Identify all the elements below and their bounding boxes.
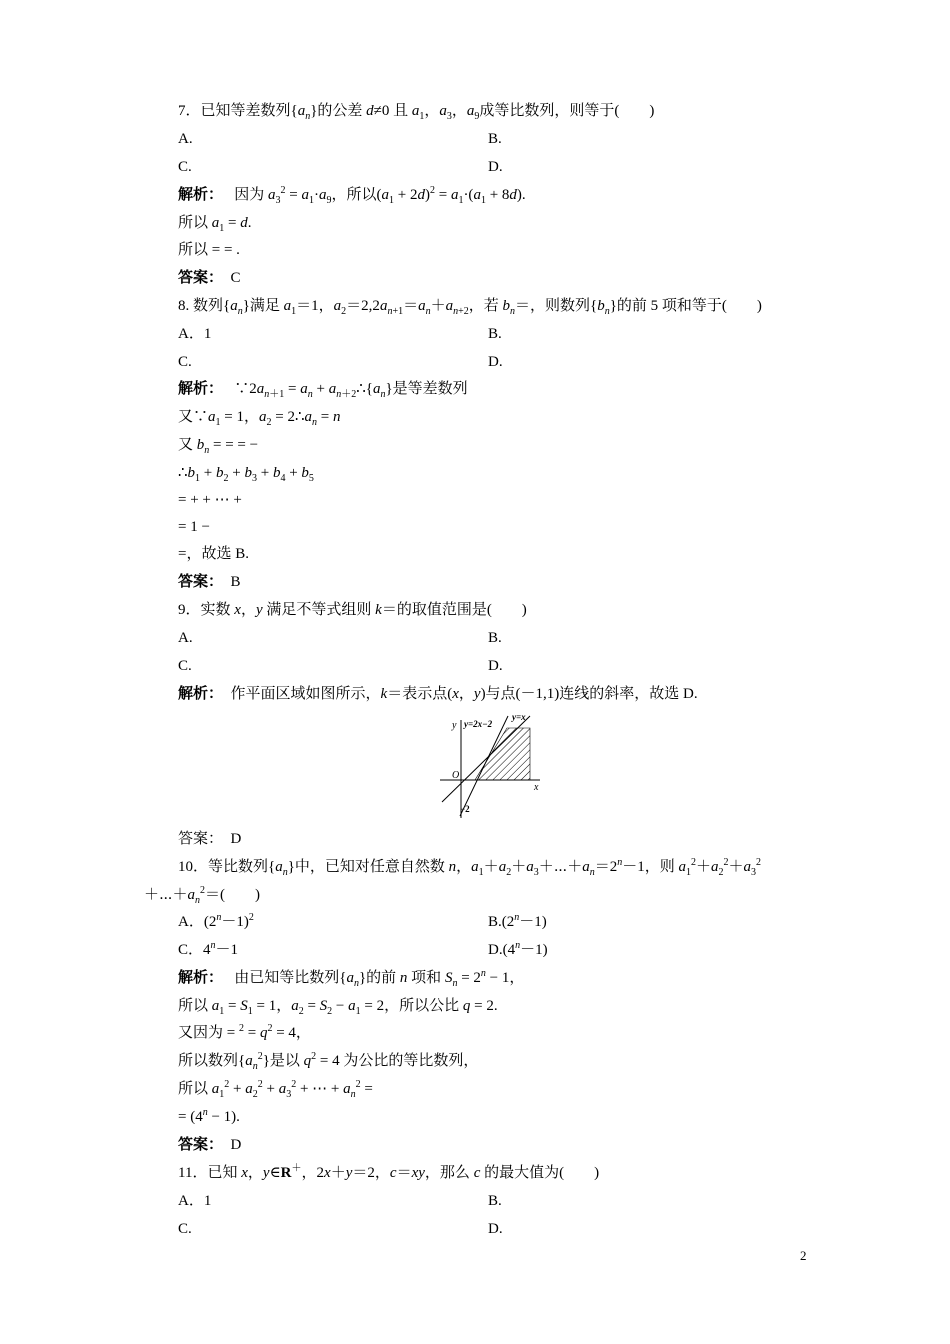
text-line: 又 $b_n$ = = = − — [178, 437, 259, 456]
text-line: 7．已知等差数列$\{a_n\}$的公差 d≠0 且 $a_1$，$a_3$，$a_9$成等比数列，则等于( ) — [178, 103, 655, 122]
text-line: C. — [178, 159, 192, 175]
origin-label: O — [452, 770, 460, 781]
line-label-2x-minus-2: y=2x−2 — [464, 719, 493, 729]
text-line: $D.(4^n-1)$ — [488, 940, 548, 958]
text-line: C. — [178, 658, 192, 674]
line-label-y-eq-x: y=x — [512, 712, 526, 722]
minus-two-label: −2 — [460, 804, 470, 814]
text-line: 解析： 作平面区域如图所示，k＝表示点(x，y)与点(－1,1)连线的斜率，故选 D. — [178, 686, 698, 702]
text-line: = $(4^n - 1)$. — [178, 1107, 240, 1125]
feasible-region-figure — [430, 708, 550, 820]
text-line: D. — [488, 658, 503, 674]
text-line: A. — [178, 131, 193, 147]
text-line: B. — [488, 131, 502, 147]
text-line: $B.(2^n-1)$ — [488, 912, 547, 930]
text-line: 所以 = = . — [178, 242, 240, 258]
text-line: B. — [488, 326, 502, 342]
page-number: 2 — [800, 1248, 807, 1263]
text-line: 所以数列$\{a_n^2\}$是以 $q^2 = 4$ 为公比的等比数列， — [178, 1051, 479, 1072]
text-line: 答案： C — [178, 270, 241, 286]
text-line: 解析： $\because 2a_{n+1} = a_n$ + $a_{n+2}\therefore\{a_n\}$是等差数列 — [178, 381, 468, 400]
text-line: = + + ⋯ + — [178, 492, 242, 508]
text-line: 所以 $a_1 = d$. — [178, 215, 252, 234]
text-line: = 1 − — [178, 519, 210, 535]
text-line: 解析： 因为 $a_3^2 = a_1\cdot a_9$，所以$(a_1 + 2d)^2 = a_1\cdot(a_1 + 8d)$. — [178, 185, 526, 206]
text-line: C. — [178, 354, 192, 370]
shaded-region — [475, 728, 530, 780]
text-line: A．1 — [178, 1193, 212, 1209]
text-line: B. — [488, 1193, 502, 1209]
text-line: $+\cdots+a_n^2=$( ) — [144, 885, 261, 906]
text-line: 9．实数 x，y 满足不等式组则 k＝的取值范围是( ) — [178, 602, 527, 618]
text-line: =，故选 B. — [178, 546, 249, 562]
text-line: C．$4^n-1$ — [178, 940, 239, 958]
text-line: 10．等比数列$\{a_n\}$中，已知对任意自然数 n，$a_1+a_2+a_3+\cdots+a_n=2^n-1$，则 $a_1^2+a_2^2+a_3^2$ — [178, 857, 762, 878]
text-line: 又$\because a_1 = 1$，$a_2$ = $2\therefore a_n = n$ — [178, 409, 341, 428]
text-line: D. — [488, 354, 503, 370]
text-line: D. — [488, 1221, 503, 1237]
y-axis-label: y — [452, 720, 457, 731]
text-line: A．1 — [178, 326, 212, 342]
text-line: 答案： B — [178, 574, 241, 590]
text-line: A．$(2^n-1)^2$ — [178, 912, 254, 930]
text-line: D. — [488, 159, 503, 175]
x-axis-label: x — [534, 782, 539, 793]
text-line: 解析： 由已知等比数列$\{a_n\}$的前 n 项和 $S_n = 2^n - 1$， — [178, 968, 525, 989]
text-line: $\therefore b_1 + b_2 + b_3 + b_4 + b_5$ — [178, 465, 314, 484]
text-line: A. — [178, 630, 193, 646]
text-line: 所以 $a_1 = S_1 = 1$，$a_2 = S_2 - a_1 = 2$，所以公比 q = 2. — [178, 998, 498, 1017]
text-line: 11．已知 x，y∈R＋，2x＋y＝2，c＝xy，那么 c 的最大值为( ) — [178, 1163, 600, 1181]
text-line: C. — [178, 1221, 192, 1237]
text-line: 又因为 = $^2 = q^2 = 4$， — [178, 1023, 311, 1041]
text-line: 答案： D — [178, 831, 242, 847]
text-line: 答案： D — [178, 1137, 242, 1153]
text-line: B. — [488, 630, 502, 646]
text-line: 所以 $a_1^2 + a_2^2 + a_3^2$ + ⋯ + $a_n^2$ = — [178, 1079, 373, 1100]
text-line: 8. 数列$\{a_n\}$满足 $a_1=1$，$a_2=2,2a_{n+1}=a_n+a_{n+2}$，若 $b_n=$，则数列$\{b_n\}$的前 5 项和等于( ) — [178, 298, 762, 317]
